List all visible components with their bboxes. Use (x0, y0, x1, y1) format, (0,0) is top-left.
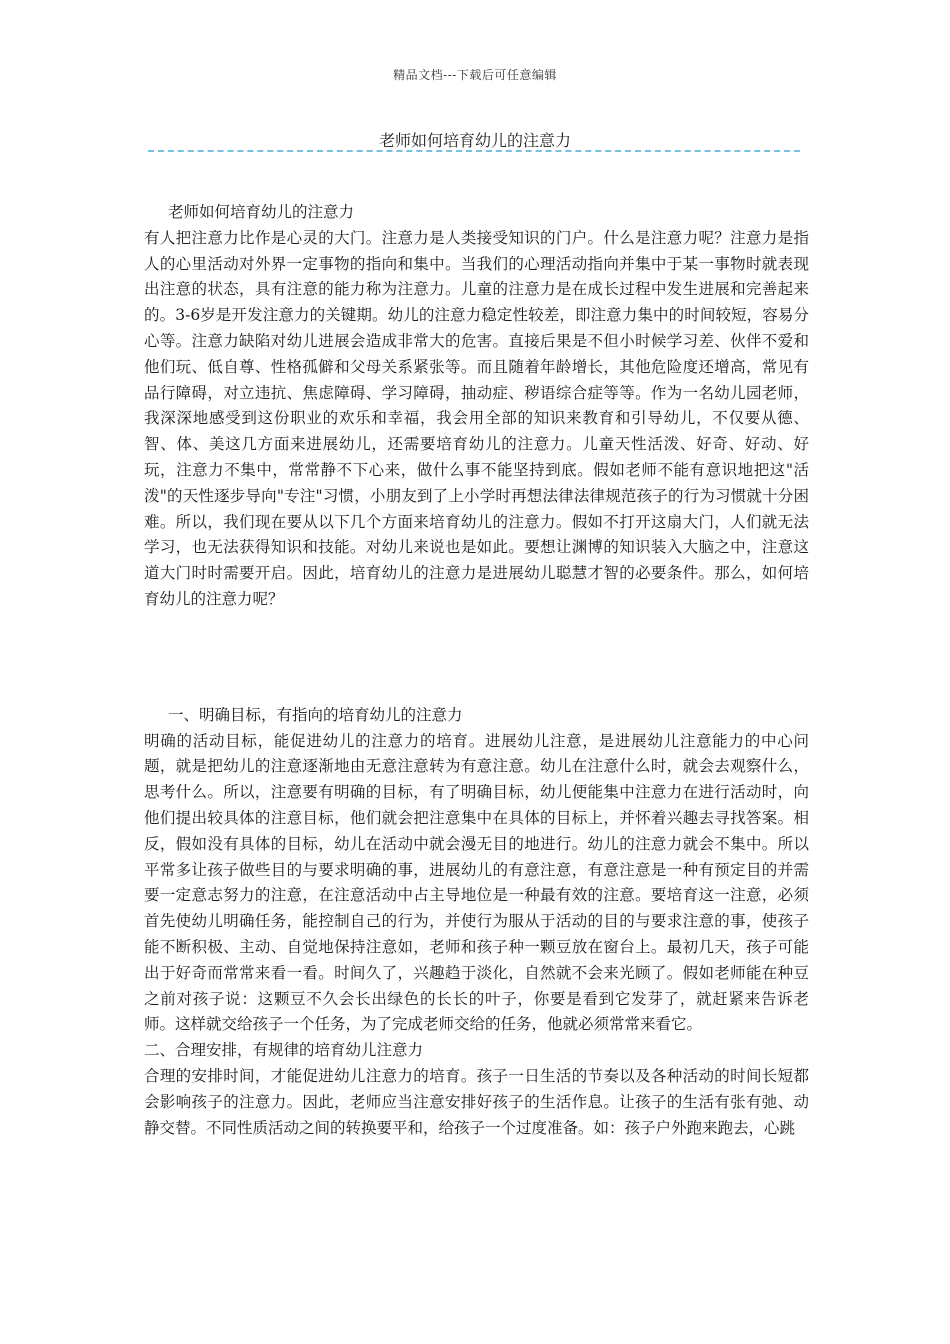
page-header-note: 精品文档---下载后可任意编辑 (393, 68, 557, 82)
document-body (144, 200, 809, 1141)
section-1-heading: 一、明确目标，有指向的培育幼儿的注意力 (168, 705, 463, 724)
body-heading: 老师如何培育幼儿的注意力 (168, 203, 355, 221)
section-2-heading: 二、合理安排，有规律的培育幼儿注意力 (144, 1041, 424, 1060)
section-spacer (144, 613, 809, 703)
document-title: 老师如何培育幼儿的注意力 (378, 131, 571, 150)
intro-paragraph: 有人把注意力比作是心灵的大门。注意力是人类接受知识的门户。什么是注意力呢？注意力是指人的心里活动对外界一定事物的指向和集中。当我们的心理活动指向并集中于某一事物时就表现出注意的状态，具有注意的能力称为注意力。儿童的注意力是在成长过程中发生进展和完善起来的。3-6岁是开发注意力的关键期。幼儿的注意力稳定性较差，即注意力集中的时间较短，容易分心等。注意力缺陷对幼儿进展会造成非常大的危害。直接后果是不但小时候学习差、伙伴不爱和他们玩、低自尊、性格孤僻和父母关系紧张等。而且随着年龄增长，其他危险度还增高，常见有品行障碍，对立违抗、焦虑障碍、学习障碍，抽动症、秽语综合症等等。作为一名幼儿园老师，我深深地感受到这份职业的欢乐和幸福，我会用全部的知识来教育和引导幼儿，不仅要从德、智、体、美这几方面来进展幼儿，还需要培育幼儿的注意力。儿童天性活泼、好奇、好动、好玩，注意力不集中，常常静不下心来，做什么事不能坚持到底。假如老师不能有意识地把这"活泼"的天性逐步导向"专注"习惯，小朋友到了上小学时再想法律法律规范孩子的行为习惯就十分困难。所以，我们现在要从以下几个方面来培育幼儿的注意力。假如不打开这扇大门，人们就无法学习，也无法获得知识和技能。对幼儿来说也是如此。要想让渊博的知识装入大脑之中，注意这道大门时时需要开启。因此，培育幼儿的注意力是进展幼儿聪慧才智的必要条件。那么，如何培育幼儿的注意力呢？ (144, 228, 809, 608)
section-2-paragraph: 合理的安排时间，才能促进幼儿注意力的培育。孩子一日生活的节奏以及各种活动的时间长短都会影响孩子的注意力。因此，老师应当注意安排好孩子的生活作息。让孩子的生活有张有弛、动静交替。不同性质活动之间的转换要平和，给孩子一个过度准备。如：孩子户外跑来跑去，心跳 (144, 1066, 809, 1137)
title-divider (148, 150, 800, 152)
section-1-paragraph: 明确的活动目标，能促进幼儿的注意力的培育。进展幼儿注意，是进展幼儿注意能力的中心问题，就是把幼儿的注意逐渐地由无意注意转为有意注意。幼儿在注意什么时，就会去观察什么，思考什么。所以，注意要有明确的目标，有了明确目标，幼儿便能集中注意力在进行活动时，向他们提出较具体的注意目标，他们就会把注意集中在具体的目标上，并怀着兴趣去寻找答案。相反，假如没有具体的目标，幼儿在活动中就会漫无目的地进行。幼儿的注意力就会不集中。所以平常多让孩子做些目的与要求明确的事，进展幼儿的有意注意，有意注意是一种有预定目的并需要一定意志努力的注意，在注意活动中占主导地位是一种最有效的注意。要培育这一注意，必须首先使幼儿明确任务，能控制自己的行为，并使行为服从于活动的目的与要求注意的事，使孩子能不断积极、主动、自觉地保持注意如，老师和孩子种一颗豆放在窗台上。最初几天，孩子可能出于好奇而常常来看一看。时间久了，兴趣趋于淡化，自然就不会来光顾了。假如老师能在种豆之前对孩子说：这颗豆不久会长出绿色的长长的叶子，你要是看到它发芽了，就赶紧来告诉老师。这样就交给孩子一个任务，为了完成老师交给的任务，他就必须常常来看它。 (144, 731, 809, 1034)
